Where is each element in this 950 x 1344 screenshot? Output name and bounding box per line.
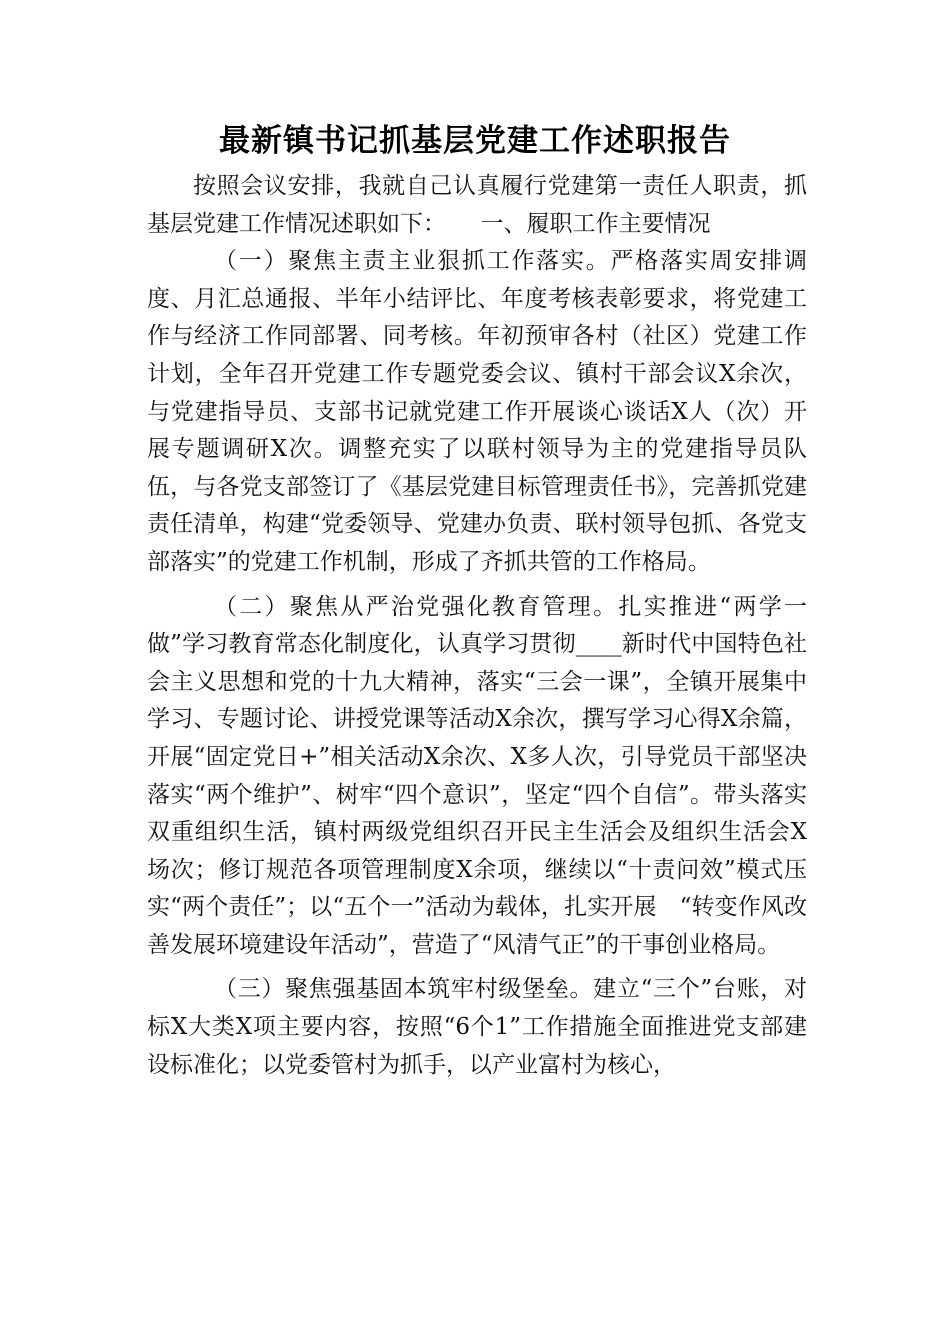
paragraph-section-3: （三）聚焦强基固本筑牢村级堡垒。建立“三个”台账，对标X大类X项主要内容，按照“6个1”工作措施全面推进党支部建设标准化；以党委管村为抓手，以产业富村为核心， bbox=[147, 976, 807, 1078]
paragraph-section-1: （一）聚焦主责主业狠抓工作落实。严格落实周安排调度、月汇总通报、半年小结评比、年度考核表彰要求，将党建工作与经济工作同部署、同考核。年初预审各村（社区）党建工作计划，全年召开党建工作专题党委会议、镇村干部会议X余次，与党建指导员、支部书记就党建工作开展谈心谈话X人（次）开展专题调研X次。调整充实了以联村领导为主的党建指导员队伍，与各党支部签订了《基层党建目标管理责任书》，完善抓党建责任清单，构建“党委领导、党建办负责、联村领导包抓、各党支部落实”的党建工作机制，形成了齐抓共管的工作格局。 bbox=[147, 248, 807, 575]
document-body bbox=[147, 168, 807, 1084]
paragraph-section-2: （二）聚焦从严治党强化教育管理。扎实推进“两学一做”学习教育常态化制度化，认真学习贯彻____新时代中国特色社会主义思想和党的十九大精神，落实“三会一课”，全镇开展集中学习、专题讨论、讲授党课等活动X余次，撰写学习心得X余篇，开展“固定党日+”相关活动X余次、X多人次，引导党员干部坚决落实“两个维护”、树牢“四个意识”，坚定“四个自信”。带头落实双重组织生活，镇村两级党组织召开民主生活会及组织生活会X场次；修订规范各项管理制度X余项，继续以“十责问效”模式压实“两个责任”；以“五个一”活动为载体，扎实开展 “转变作风改善发展环境建设年活动”，营造了“风清气正”的干事创业格局。 bbox=[147, 593, 807, 958]
paragraph-intro: 按照会议安排，我就自己认真履行党建第一责任人职责，抓基层党建工作情况述职如下： 一、履职工作主要情况 bbox=[147, 173, 807, 237]
document-title: 最新镇书记抓基层党建工作述职报告 bbox=[219, 123, 731, 159]
